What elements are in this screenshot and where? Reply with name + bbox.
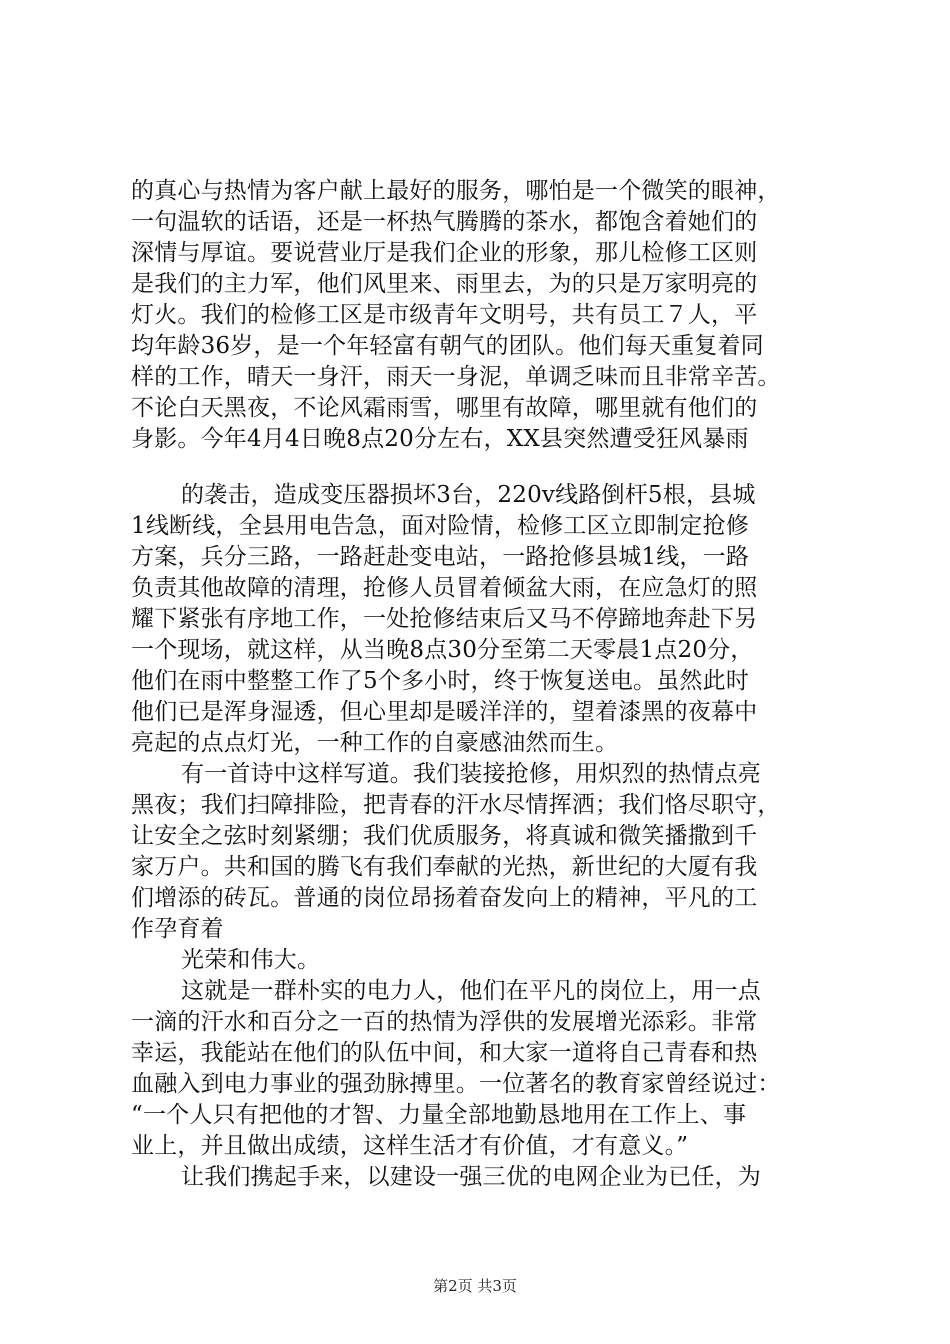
text-line: 不论白天黑夜，不论风霜雨雪，哪里有故障，哪里就有他们的 bbox=[131, 395, 758, 421]
text-line: 一滴的汗水和百分之一百的热情为浮供的发展增光添彩。非常 bbox=[131, 1009, 758, 1035]
text-block-lower bbox=[131, 480, 831, 1193]
text-line: 有一首诗中这样写道。我们装接抢修，用炽烈的热情点亮 bbox=[181, 761, 761, 787]
text-line: 方案，兵分三路，一路赶赴变电站，一路抢修县城1线，一路 bbox=[131, 544, 750, 570]
text-line: 血融入到电力事业的强劲脉搏里。一位著名的教育家曾经说过： bbox=[131, 1071, 781, 1097]
text-line: 幸运，我能站在他们的队伍中间，和大家一道将自己青春和热 bbox=[131, 1040, 758, 1066]
text-line: 让安全之弦时刻紧绷；我们优质服务，将真诚和微笑播撒到千 bbox=[131, 823, 758, 849]
text-line: 让我们携起手来，以建设一强三优的电网企业为已任，为 bbox=[181, 1164, 761, 1190]
text-line: 一个现场，就这样，从当晚8点30分至第二天零晨1点20分， bbox=[131, 637, 754, 663]
text-line: 光荣和伟大。 bbox=[181, 947, 321, 973]
text-line: 业上，并且做出成绩，这样生活才有价值，才有意义。” bbox=[131, 1133, 689, 1159]
text-line: 1线断线，全县用电告急，面对险情，检修工区立即制定抢修 bbox=[131, 513, 750, 539]
text-line: 的真心与热情为客户献上最好的服务，哪怕是一个微笑的眼神， bbox=[131, 178, 781, 204]
text-line: 负责其他故障的清理，抢修人员冒着倾盆大雨，在应急灯的照 bbox=[131, 575, 758, 601]
text-line: 他们在雨中整整工作了5个多小时，终于恢复送电。虽然此时 bbox=[131, 668, 750, 694]
text-line: 家万户。共和国的腾飞有我们奉献的光热，新世纪的大厦有我 bbox=[131, 854, 758, 880]
text-line: 是我们的主力军，他们风里来、雨里去，为的只是万家明亮的 bbox=[131, 271, 758, 297]
text-line: 身影。今年4月4日晚8点20分左右，XX县突然遭受狂风暴雨 bbox=[131, 426, 749, 452]
text-line: 样的工作，晴天一身汗，雨天一身泥，单调乏味而且非常辛苦。 bbox=[131, 364, 781, 390]
text-line: “一个人只有把他的才智、力量全部地勤恳地用在工作上、事 bbox=[131, 1102, 747, 1128]
page-footer: 第2页 共3页 bbox=[433, 1277, 517, 1295]
text-line: 这就是一群朴实的电力人，他们在平凡的岗位上，用一点 bbox=[181, 978, 761, 1004]
text-line: 们增添的砖瓦。普通的岗位昂扬着奋发向上的精神，平凡的工 bbox=[131, 885, 758, 911]
text-block-upper bbox=[131, 176, 831, 455]
text-line: 黑夜；我们扫障排险，把青春的汗水尽情挥洒；我们恪尽职守， bbox=[131, 792, 781, 818]
text-line: 作孕育着 bbox=[131, 916, 224, 942]
text-line: 均年龄36岁，是一个年轻富有朝气的团队。他们每天重复着同 bbox=[131, 333, 764, 359]
text-line: 他们已是浑身湿透，但心里却是暖洋洋的，望着漆黑的夜幕中 bbox=[131, 699, 758, 725]
text-line: 深情与厚谊。要说营业厅是我们企业的形象，那儿检修工区则 bbox=[131, 240, 758, 266]
text-line: 的袭击，造成变压器损坏3台，220v线路倒杆5根，县城 bbox=[181, 482, 756, 508]
text-line: 耀下紧张有序地工作，一处抢修结束后又马不停蹄地奔赴下另 bbox=[131, 606, 758, 632]
text-line: 一句温软的话语，还是一杯热气腾腾的茶水，都饱含着她们的 bbox=[131, 209, 758, 235]
text-line: 灯火。我们的检修工区是市级青年文明号，共有员工７人，平 bbox=[131, 302, 758, 328]
text-line: 亮起的点点灯光，一种工作的自豪感油然而生。 bbox=[131, 730, 619, 756]
